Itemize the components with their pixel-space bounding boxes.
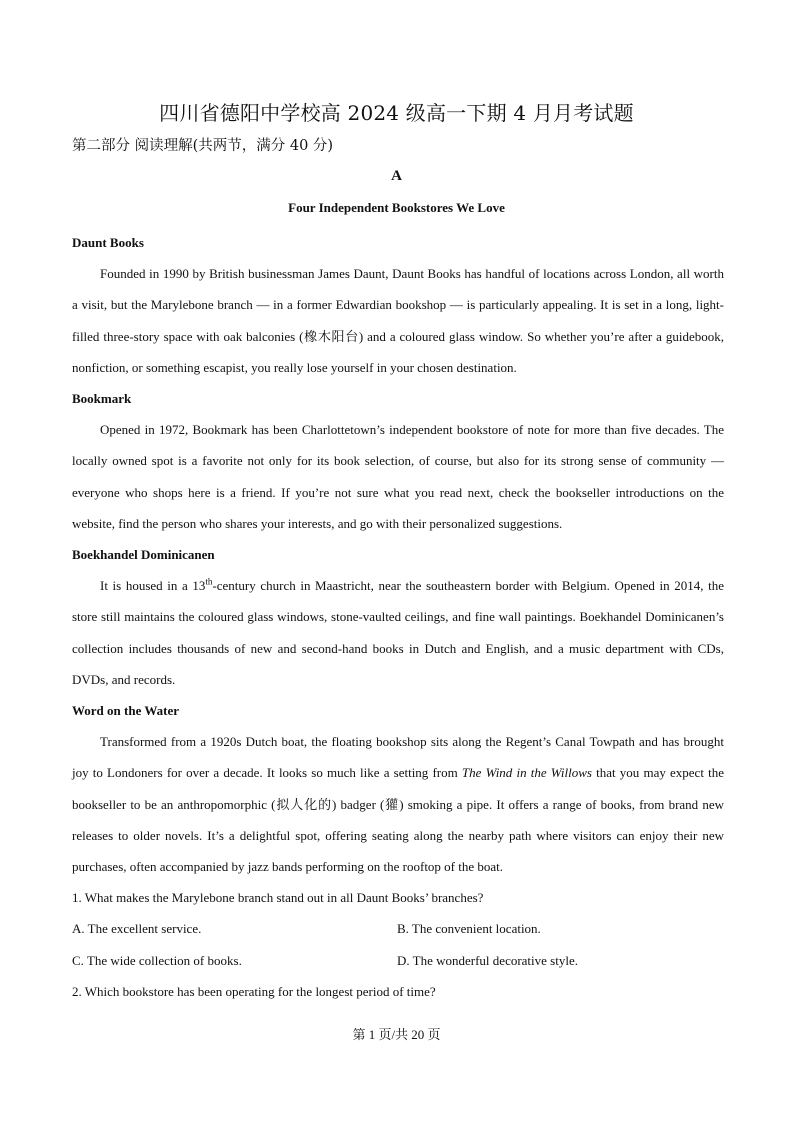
superscript-ordinal: th xyxy=(205,576,213,587)
question-1-options-row-2 xyxy=(72,945,724,976)
bookstore-paragraph-bookmark: Opened in 1972, Bookmark has been Charlottetown’s independent bookstore of note for more than five decades. The locally owned spot is a favorite not only for its book selection, of course, but also for its strong sense of community — everyone who shops here is a friend. If you’re not sure what you read next, check the bookseller introductions on the website, find the person who shares your interests, and go with their personalized suggestions. xyxy=(72,422,724,531)
question-2-stem: 2. Which bookstore has been operating for the longest period of time? xyxy=(72,983,436,999)
question-1-option-d: D. The wonderful decorative style. xyxy=(397,952,578,968)
bookstore-heading-bookmark: Bookmark xyxy=(72,391,132,407)
section-heading: 第二部分 阅读理解(共两节，满分 40 分) xyxy=(72,138,334,154)
bookstore-heading-word-on-the-water: Word on the Water xyxy=(72,703,180,719)
question-1-stem: 1. What makes the Marylebone branch stand out in all Daunt Books’ branches? xyxy=(72,890,484,906)
question-1-option-c: C. The wide collection of books. xyxy=(72,952,242,968)
passage-letter: A xyxy=(391,168,402,184)
bookstore-heading-daunt-books: Daunt Books xyxy=(72,235,144,250)
book-title-italic: The Wind in the Willows xyxy=(461,765,592,781)
bookstore-paragraph-boekhandel-dominicanen xyxy=(72,570,724,695)
bookstore-heading-boekhandel-dominicanen: Boekhandel Dominicanen xyxy=(72,547,215,563)
question-1-option-b: B. The convenient location. xyxy=(397,921,541,937)
bookstore-paragraph-word-on-the-water xyxy=(72,726,724,882)
paragraph-text: It is housed in a 13 xyxy=(100,578,206,594)
passage-body xyxy=(72,227,724,1007)
exam-title: 四川省德阳中学校高 2024 级高一下期 4 月月考试题 xyxy=(159,101,634,125)
paragraph-text: Transformed from a 1920s Dutch boat, the floating bookshop sits along the Regent’s Canal Towpath and has brought joy to Londoners for over a decade. It looks so much like a setting from xyxy=(72,734,724,781)
question-1-option-a: A. The excellent service. xyxy=(72,921,202,937)
passage-title: Four Independent Bookstores We Love xyxy=(288,200,505,215)
page-number: 第 1 页/共 20 页 xyxy=(352,1027,441,1042)
question-1-options-row-1 xyxy=(72,913,724,944)
paragraph-text: that you may expect the bookseller to be an anthropomorphic (拟人化的) badger (獾) smoking a pipe. It offers a range of books, from brand new releases to older novels. It’s a delightful spot, offering seating along the nearby path where visitors can enjoy their new purchases, often accompanied by jazz bands performing on the rooftop of the boat. xyxy=(72,765,724,875)
paragraph-text: -century church in Maastricht, near the southeastern border with Belgium. Opened in 2014, the store still maintains the coloured glass windows, stone-vaulted ceilings, and fine wall paintings. Boekhandel Dominicanen’s collection includes thousands of new and second-hand books in Dutch and English, and a music department with CDs, DVDs, and records. xyxy=(72,578,725,687)
bookstore-paragraph-daunt-books: Founded in 1990 by British businessman James Daunt, Daunt Books has handful of locations across London, all worth a visit, but the Marylebone branch — in a former Edwardian bookshop — is particularly appealing. It is set in a long, light-filled three-story space with oak balconies (橡木阳台) and a coloured glass window. So whether you’re after a guidebook, nonfiction, or something escapist, you really lose yourself in your chosen destination. xyxy=(72,266,724,375)
